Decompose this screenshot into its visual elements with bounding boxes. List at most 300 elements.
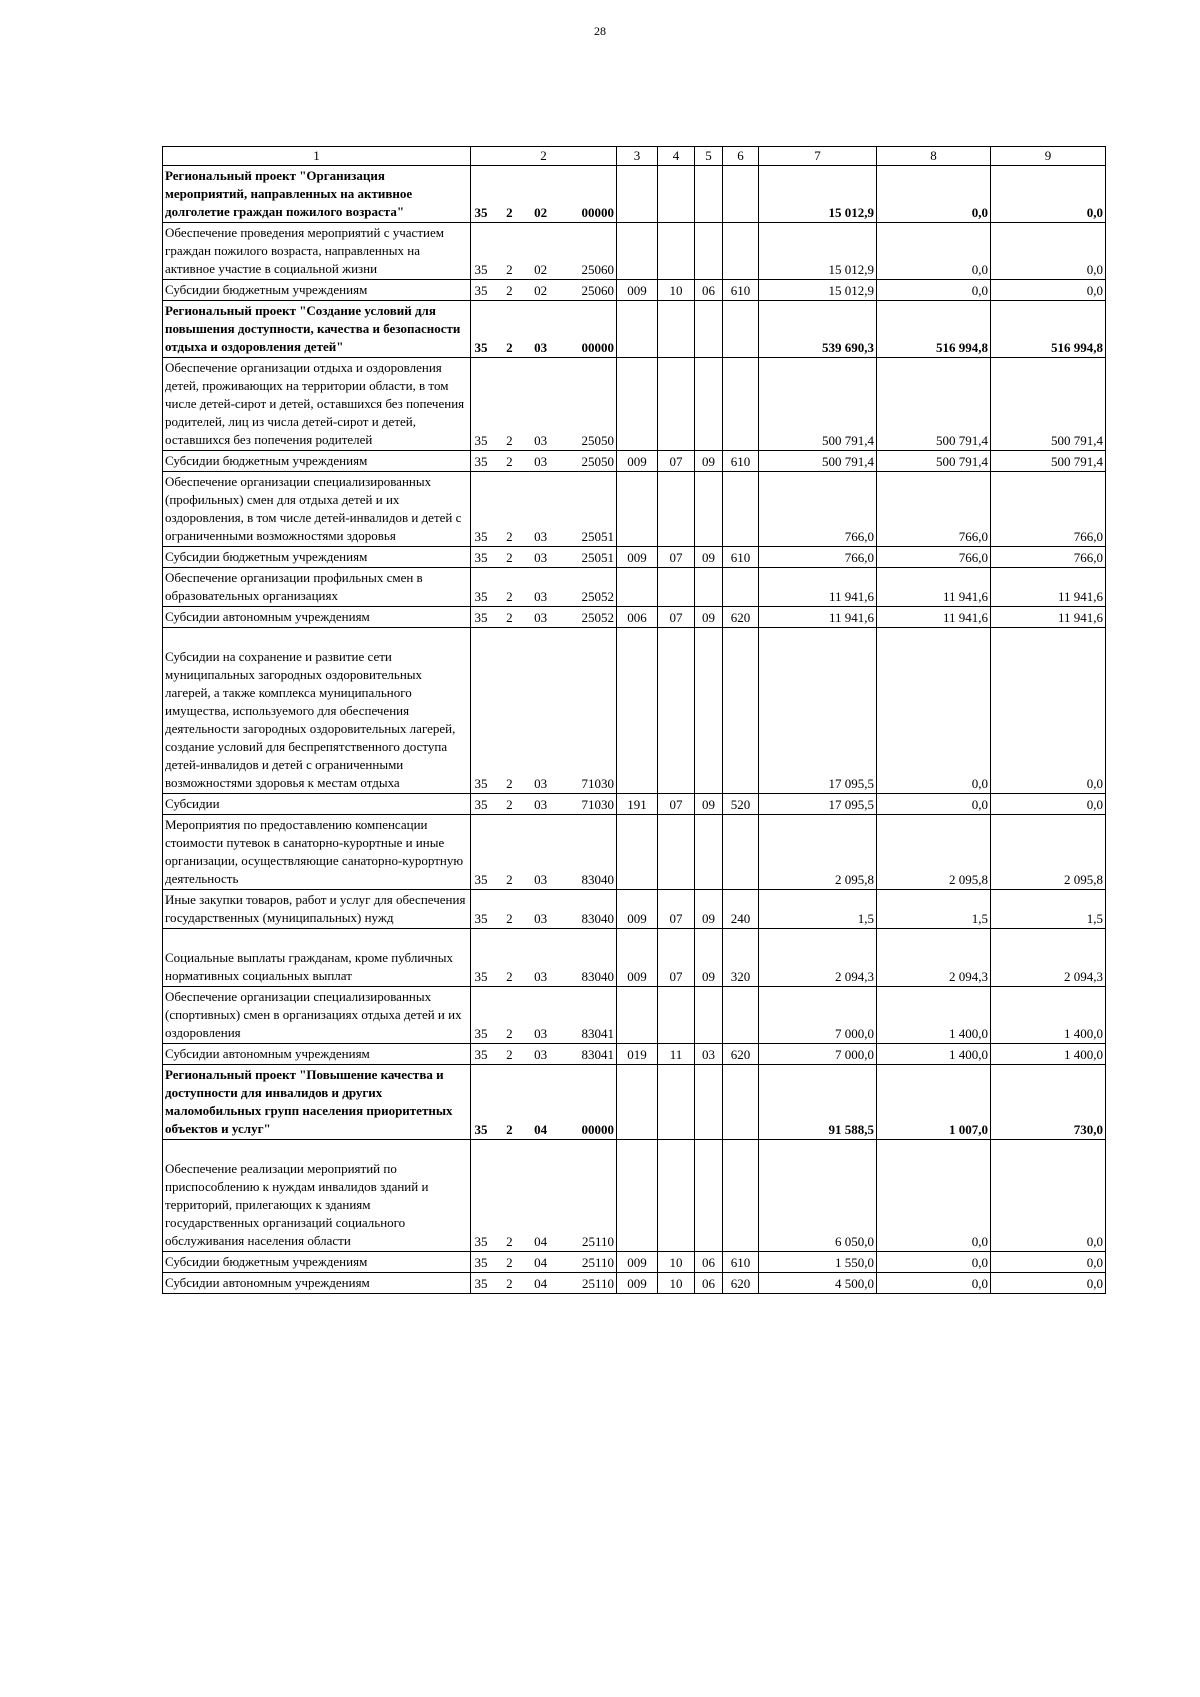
program-code-part: 02: [534, 262, 548, 277]
program-code-part: 25052: [581, 589, 614, 604]
row-section-code: 07: [658, 547, 695, 568]
program-code-part: 00000: [581, 340, 614, 355]
program-code-part: 35: [474, 1255, 488, 1270]
table-row: [163, 301, 1106, 358]
row-value-col8: 1 400,0: [877, 987, 991, 1044]
row-value-col9: 766,0: [991, 472, 1106, 547]
column-header: 9: [991, 147, 1106, 166]
row-ministry-code: [617, 987, 658, 1044]
row-program-code: [471, 987, 617, 1044]
program-code-part: 2: [506, 969, 513, 984]
row-program-code: [471, 628, 617, 794]
row-value-col9: 0,0: [991, 1252, 1106, 1273]
program-code-part: 2: [506, 610, 513, 625]
row-program-code: [471, 568, 617, 607]
column-header-row: [163, 147, 1106, 166]
row-expense-type-code: [723, 1140, 759, 1252]
row-program-code: [471, 358, 617, 451]
row-expense-type-code: 320: [723, 929, 759, 987]
row-ministry-code: [617, 1140, 658, 1252]
row-value-col7: 2 094,3: [759, 929, 877, 987]
row-description: Субсидии бюджетным учреждениям: [163, 280, 471, 301]
row-program-code: [471, 472, 617, 547]
program-code-part: 35: [474, 205, 488, 220]
program-code-part: 71030: [581, 797, 614, 812]
row-value-col9: 1 400,0: [991, 1044, 1106, 1065]
row-value-col9: 516 994,8: [991, 301, 1106, 358]
row-description: Субсидии бюджетным учреждениям: [163, 1252, 471, 1273]
row-expense-type-code: [723, 568, 759, 607]
table-row: [163, 890, 1106, 929]
program-code-part: 35: [474, 589, 488, 604]
program-code-part: 25051: [581, 550, 614, 565]
program-code-part: 35: [474, 550, 488, 565]
row-program-code: [471, 301, 617, 358]
row-value-col8: 0,0: [877, 1273, 991, 1294]
row-value-col8: 1 007,0: [877, 1065, 991, 1140]
program-code-part: 2: [506, 529, 513, 544]
row-value-col7: 7 000,0: [759, 987, 877, 1044]
row-section-code: [658, 568, 695, 607]
row-value-col9: 0,0: [991, 628, 1106, 794]
row-program-code: [471, 547, 617, 568]
program-code-part: 35: [474, 454, 488, 469]
row-subsection-code: [695, 166, 723, 223]
row-value-col8: 0,0: [877, 1252, 991, 1273]
row-subsection-code: [695, 628, 723, 794]
row-ministry-code: [617, 1065, 658, 1140]
row-value-col8: 0,0: [877, 628, 991, 794]
row-value-col8: 11 941,6: [877, 568, 991, 607]
program-code-part: 35: [474, 797, 488, 812]
row-subsection-code: [695, 1140, 723, 1252]
program-code-part: 04: [534, 1122, 548, 1137]
program-code-part: 25050: [581, 454, 614, 469]
row-expense-type-code: 610: [723, 1252, 759, 1273]
row-ministry-code: [617, 301, 658, 358]
row-subsection-code: 06: [695, 1273, 723, 1294]
program-code-part: 35: [474, 776, 488, 791]
row-description: Субсидии на сохранение и развитие сети муниципальных загородных оздоровительных лагерей, а также комплекса муниципального имущества, используемого для обеспечения деятельности загородных оздоровительных лагерей, создание условий для беспрепятственного доступа детей-инвалидов и детей с ограниченными возможностями здоровья к местам отдыха: [163, 628, 471, 794]
row-program-code: [471, 607, 617, 628]
row-value-col7: 2 095,8: [759, 815, 877, 890]
row-ministry-code: [617, 568, 658, 607]
row-value-col9: 500 791,4: [991, 358, 1106, 451]
row-description: Обеспечение организации специализированных (профильных) смен для отдыха детей и их оздоровления, в том числе детей-инвалидов и детей с ограниченными возможностями здоровья: [163, 472, 471, 547]
row-section-code: 10: [658, 1273, 695, 1294]
program-code-part: 2: [506, 872, 513, 887]
row-description: Субсидии автономным учреждениям: [163, 1044, 471, 1065]
row-value-col9: 1 400,0: [991, 987, 1106, 1044]
program-code-part: 83041: [581, 1026, 614, 1041]
program-code-part: 25060: [581, 262, 614, 277]
row-section-code: 07: [658, 890, 695, 929]
row-value-col7: 91 588,5: [759, 1065, 877, 1140]
row-value-col8: 500 791,4: [877, 358, 991, 451]
row-ministry-code: [617, 223, 658, 280]
program-code-part: 03: [534, 872, 548, 887]
column-header: 1: [163, 147, 471, 166]
table-row: [163, 1273, 1106, 1294]
program-code-part: 2: [506, 283, 513, 298]
program-code-part: 00000: [581, 205, 614, 220]
table-row: [163, 1044, 1106, 1065]
row-section-code: [658, 223, 695, 280]
row-expense-type-code: 610: [723, 451, 759, 472]
row-value-col7: 17 095,5: [759, 628, 877, 794]
program-code-part: 25051: [581, 529, 614, 544]
program-code-part: 35: [474, 1276, 488, 1291]
program-code-part: 04: [534, 1234, 548, 1249]
row-section-code: 07: [658, 929, 695, 987]
table-row: [163, 628, 1106, 794]
table-row: [163, 815, 1106, 890]
program-code-part: 83040: [581, 872, 614, 887]
row-ministry-code: [617, 358, 658, 451]
row-value-col7: 11 941,6: [759, 568, 877, 607]
row-expense-type-code: 610: [723, 547, 759, 568]
row-section-code: [658, 472, 695, 547]
row-section-code: [658, 1140, 695, 1252]
column-header: 4: [658, 147, 695, 166]
row-section-code: [658, 358, 695, 451]
row-program-code: [471, 451, 617, 472]
row-program-code: [471, 794, 617, 815]
program-code-part: 83040: [581, 969, 614, 984]
row-value-col8: 11 941,6: [877, 607, 991, 628]
program-code-part: 2: [506, 1255, 513, 1270]
row-program-code: [471, 890, 617, 929]
row-description: Субсидии: [163, 794, 471, 815]
row-program-code: [471, 1252, 617, 1273]
column-header: 8: [877, 147, 991, 166]
program-code-part: 2: [506, 340, 513, 355]
row-ministry-code: 009: [617, 547, 658, 568]
row-value-col8: 500 791,4: [877, 451, 991, 472]
row-program-code: [471, 1273, 617, 1294]
table-row: [163, 547, 1106, 568]
row-expense-type-code: [723, 166, 759, 223]
table-row: [163, 223, 1106, 280]
row-section-code: 10: [658, 1252, 695, 1273]
program-code-part: 35: [474, 1047, 488, 1062]
row-value-col7: 539 690,3: [759, 301, 877, 358]
column-header: 6: [723, 147, 759, 166]
row-value-col7: 766,0: [759, 472, 877, 547]
row-subsection-code: 06: [695, 280, 723, 301]
row-section-code: [658, 301, 695, 358]
row-ministry-code: 009: [617, 1273, 658, 1294]
table-row: [163, 1065, 1106, 1140]
column-header: 5: [695, 147, 723, 166]
row-value-col9: 11 941,6: [991, 607, 1106, 628]
row-value-col8: 2 094,3: [877, 929, 991, 987]
table-row: [163, 451, 1106, 472]
row-description: Региональный проект "Повышение качества и доступности для инвалидов и других маломобильных групп населения приоритетных объектов и услуг": [163, 1065, 471, 1140]
program-code-part: 35: [474, 529, 488, 544]
row-ministry-code: [617, 472, 658, 547]
program-code-part: 35: [474, 911, 488, 926]
row-ministry-code: 009: [617, 280, 658, 301]
program-code-part: 2: [506, 776, 513, 791]
program-code-part: 03: [534, 433, 548, 448]
row-value-col7: 1 550,0: [759, 1252, 877, 1273]
table-body: [163, 147, 1106, 1294]
row-ministry-code: [617, 815, 658, 890]
table-row: [163, 568, 1106, 607]
table-row: [163, 607, 1106, 628]
row-section-code: [658, 166, 695, 223]
row-value-col8: 0,0: [877, 794, 991, 815]
program-code-part: 83040: [581, 911, 614, 926]
program-code-part: 03: [534, 1047, 548, 1062]
program-code-part: 04: [534, 1255, 548, 1270]
row-subsection-code: [695, 987, 723, 1044]
row-program-code: [471, 280, 617, 301]
program-code-part: 35: [474, 1026, 488, 1041]
row-subsection-code: 09: [695, 451, 723, 472]
program-code-part: 2: [506, 797, 513, 812]
row-value-col9: 0,0: [991, 1140, 1106, 1252]
row-value-col7: 11 941,6: [759, 607, 877, 628]
column-header: 3: [617, 147, 658, 166]
program-code-part: 2: [506, 550, 513, 565]
row-description: Мероприятия по предоставлению компенсации стоимости путевок в санаторно-курортные и иные организации, осуществляющие санаторно-курортную деятельность: [163, 815, 471, 890]
row-ministry-code: [617, 628, 658, 794]
program-code-part: 25110: [581, 1234, 614, 1249]
row-expense-type-code: [723, 301, 759, 358]
program-code-part: 00000: [581, 1122, 614, 1137]
row-value-col7: 766,0: [759, 547, 877, 568]
row-value-col8: 1 400,0: [877, 1044, 991, 1065]
row-value-col8: 516 994,8: [877, 301, 991, 358]
program-code-part: 2: [506, 433, 513, 448]
row-expense-type-code: [723, 628, 759, 794]
row-subsection-code: 03: [695, 1044, 723, 1065]
row-expense-type-code: [723, 1065, 759, 1140]
row-section-code: [658, 815, 695, 890]
table-row: [163, 1140, 1106, 1252]
program-code-part: 03: [534, 776, 548, 791]
row-section-code: [658, 987, 695, 1044]
program-code-part: 03: [534, 911, 548, 926]
row-value-col9: 2 094,3: [991, 929, 1106, 987]
table-row: [163, 987, 1106, 1044]
row-description: Региональный проект "Создание условий для повышения доступности, качества и безопасности отдыха и оздоровления детей": [163, 301, 471, 358]
row-value-col7: 500 791,4: [759, 451, 877, 472]
program-code-part: 25050: [581, 433, 614, 448]
program-code-part: 2: [506, 1026, 513, 1041]
row-subsection-code: [695, 815, 723, 890]
page-number: 28: [594, 24, 606, 38]
row-value-col7: 15 012,9: [759, 223, 877, 280]
row-value-col8: 2 095,8: [877, 815, 991, 890]
row-value-col9: 500 791,4: [991, 451, 1106, 472]
program-code-part: 2: [506, 589, 513, 604]
row-value-col7: 15 012,9: [759, 280, 877, 301]
program-code-part: 2: [506, 1276, 513, 1291]
program-code-part: 83041: [581, 1047, 614, 1062]
row-subsection-code: 09: [695, 929, 723, 987]
program-code-part: 2: [506, 262, 513, 277]
row-section-code: [658, 1065, 695, 1140]
row-value-col7: 1,5: [759, 890, 877, 929]
program-code-part: 03: [534, 969, 548, 984]
row-value-col9: 730,0: [991, 1065, 1106, 1140]
row-subsection-code: 09: [695, 794, 723, 815]
program-code-part: 2: [506, 454, 513, 469]
row-value-col8: 766,0: [877, 472, 991, 547]
row-description: Социальные выплаты гражданам, кроме публичных нормативных социальных выплат: [163, 929, 471, 987]
table-row: [163, 166, 1106, 223]
row-description: Обеспечение реализации мероприятий по приспособлению к нуждам инвалидов зданий и территорий, прилегающих к зданиям государственных организаций социального обслуживания населения области: [163, 1140, 471, 1252]
program-code-part: 35: [474, 969, 488, 984]
row-value-col9: 1,5: [991, 890, 1106, 929]
row-expense-type-code: 610: [723, 280, 759, 301]
row-description: Иные закупки товаров, работ и услуг для обеспечения государственных (муниципальных) нужд: [163, 890, 471, 929]
column-header: 7: [759, 147, 877, 166]
row-section-code: 07: [658, 451, 695, 472]
row-ministry-code: 009: [617, 451, 658, 472]
row-value-col9: 11 941,6: [991, 568, 1106, 607]
row-section-code: 07: [658, 607, 695, 628]
row-value-col7: 4 500,0: [759, 1273, 877, 1294]
program-code-part: 03: [534, 1026, 548, 1041]
row-subsection-code: [695, 568, 723, 607]
program-code-part: 03: [534, 529, 548, 544]
program-code-part: 03: [534, 454, 548, 469]
program-code-part: 25052: [581, 610, 614, 625]
row-subsection-code: [695, 1065, 723, 1140]
row-description: Региональный проект "Организация мероприятий, направленных на активное долголетие граждан пожилого возраста": [163, 166, 471, 223]
row-value-col9: 766,0: [991, 547, 1106, 568]
program-code-part: 25060: [581, 283, 614, 298]
row-subsection-code: [695, 472, 723, 547]
row-expense-type-code: [723, 815, 759, 890]
row-section-code: 11: [658, 1044, 695, 1065]
row-expense-type-code: 240: [723, 890, 759, 929]
row-value-col8: 0,0: [877, 223, 991, 280]
program-code-part: 02: [534, 283, 548, 298]
program-code-part: 2: [506, 1122, 513, 1137]
row-value-col8: 0,0: [877, 1140, 991, 1252]
row-subsection-code: 06: [695, 1252, 723, 1273]
row-value-col8: 0,0: [877, 166, 991, 223]
program-code-part: 2: [506, 911, 513, 926]
program-code-part: 35: [474, 610, 488, 625]
row-value-col9: 2 095,8: [991, 815, 1106, 890]
budget-table: [162, 146, 1106, 1294]
table-row: [163, 1252, 1106, 1273]
program-code-part: 35: [474, 1234, 488, 1249]
row-value-col8: 1,5: [877, 890, 991, 929]
row-description: Субсидии бюджетным учреждениям: [163, 547, 471, 568]
row-description: Субсидии бюджетным учреждениям: [163, 451, 471, 472]
row-description: Субсидии автономным учреждениям: [163, 1273, 471, 1294]
row-subsection-code: 09: [695, 890, 723, 929]
row-program-code: [471, 1140, 617, 1252]
row-ministry-code: 009: [617, 1252, 658, 1273]
row-subsection-code: [695, 301, 723, 358]
row-subsection-code: [695, 223, 723, 280]
table-row: [163, 472, 1106, 547]
row-description: Субсидии автономным учреждениям: [163, 607, 471, 628]
row-section-code: [658, 628, 695, 794]
row-expense-type-code: 620: [723, 1044, 759, 1065]
row-program-code: [471, 815, 617, 890]
table-row: [163, 794, 1106, 815]
program-code-part: 35: [474, 872, 488, 887]
row-program-code: [471, 166, 617, 223]
row-expense-type-code: [723, 358, 759, 451]
row-expense-type-code: 520: [723, 794, 759, 815]
row-value-col9: 0,0: [991, 280, 1106, 301]
row-value-col9: 0,0: [991, 166, 1106, 223]
program-code-part: 03: [534, 340, 548, 355]
row-value-col9: 0,0: [991, 1273, 1106, 1294]
row-expense-type-code: 620: [723, 607, 759, 628]
column-header: 2: [471, 147, 617, 166]
program-code-part: 03: [534, 797, 548, 812]
table-row: [163, 358, 1106, 451]
program-code-part: 03: [534, 550, 548, 565]
row-ministry-code: 009: [617, 929, 658, 987]
row-subsection-code: 09: [695, 607, 723, 628]
program-code-part: 35: [474, 433, 488, 448]
row-subsection-code: 09: [695, 547, 723, 568]
table-row: [163, 280, 1106, 301]
program-code-part: 04: [534, 1276, 548, 1291]
row-value-col7: 6 050,0: [759, 1140, 877, 1252]
program-code-part: 03: [534, 589, 548, 604]
row-program-code: [471, 1065, 617, 1140]
row-ministry-code: 019: [617, 1044, 658, 1065]
row-value-col7: 17 095,5: [759, 794, 877, 815]
row-description: Обеспечение проведения мероприятий с участием граждан пожилого возраста, направленных на активное участие в социальной жизни: [163, 223, 471, 280]
row-description: Обеспечение организации отдыха и оздоровления детей, проживающих на территории области, в том числе детей-сирот и детей, оставшихся без попечения родителей, лиц из числа детей-сирот и детей, оставшихся без попечения родителей: [163, 358, 471, 451]
row-expense-type-code: [723, 223, 759, 280]
row-value-col8: 0,0: [877, 280, 991, 301]
row-program-code: [471, 223, 617, 280]
row-value-col9: 0,0: [991, 794, 1106, 815]
row-value-col8: 766,0: [877, 547, 991, 568]
row-expense-type-code: 620: [723, 1273, 759, 1294]
program-code-part: 35: [474, 1122, 488, 1137]
row-section-code: 07: [658, 794, 695, 815]
row-subsection-code: [695, 358, 723, 451]
row-description: Обеспечение организации специализированных (спортивных) смен в организациях отдыха детей и их оздоровления: [163, 987, 471, 1044]
row-section-code: 10: [658, 280, 695, 301]
program-code-part: 35: [474, 283, 488, 298]
row-program-code: [471, 929, 617, 987]
row-ministry-code: 006: [617, 607, 658, 628]
program-code-part: 25110: [581, 1255, 614, 1270]
row-value-col7: 15 012,9: [759, 166, 877, 223]
row-value-col7: 500 791,4: [759, 358, 877, 451]
program-code-part: 2: [506, 1234, 513, 1249]
row-ministry-code: [617, 166, 658, 223]
program-code-part: 02: [534, 205, 548, 220]
program-code-part: 71030: [581, 776, 614, 791]
row-ministry-code: 009: [617, 890, 658, 929]
program-code-part: 2: [506, 205, 513, 220]
row-description: Обеспечение организации профильных смен в образовательных организациях: [163, 568, 471, 607]
row-ministry-code: 191: [617, 794, 658, 815]
row-expense-type-code: [723, 472, 759, 547]
row-value-col7: 7 000,0: [759, 1044, 877, 1065]
program-code-part: 25110: [581, 1276, 614, 1291]
row-program-code: [471, 1044, 617, 1065]
